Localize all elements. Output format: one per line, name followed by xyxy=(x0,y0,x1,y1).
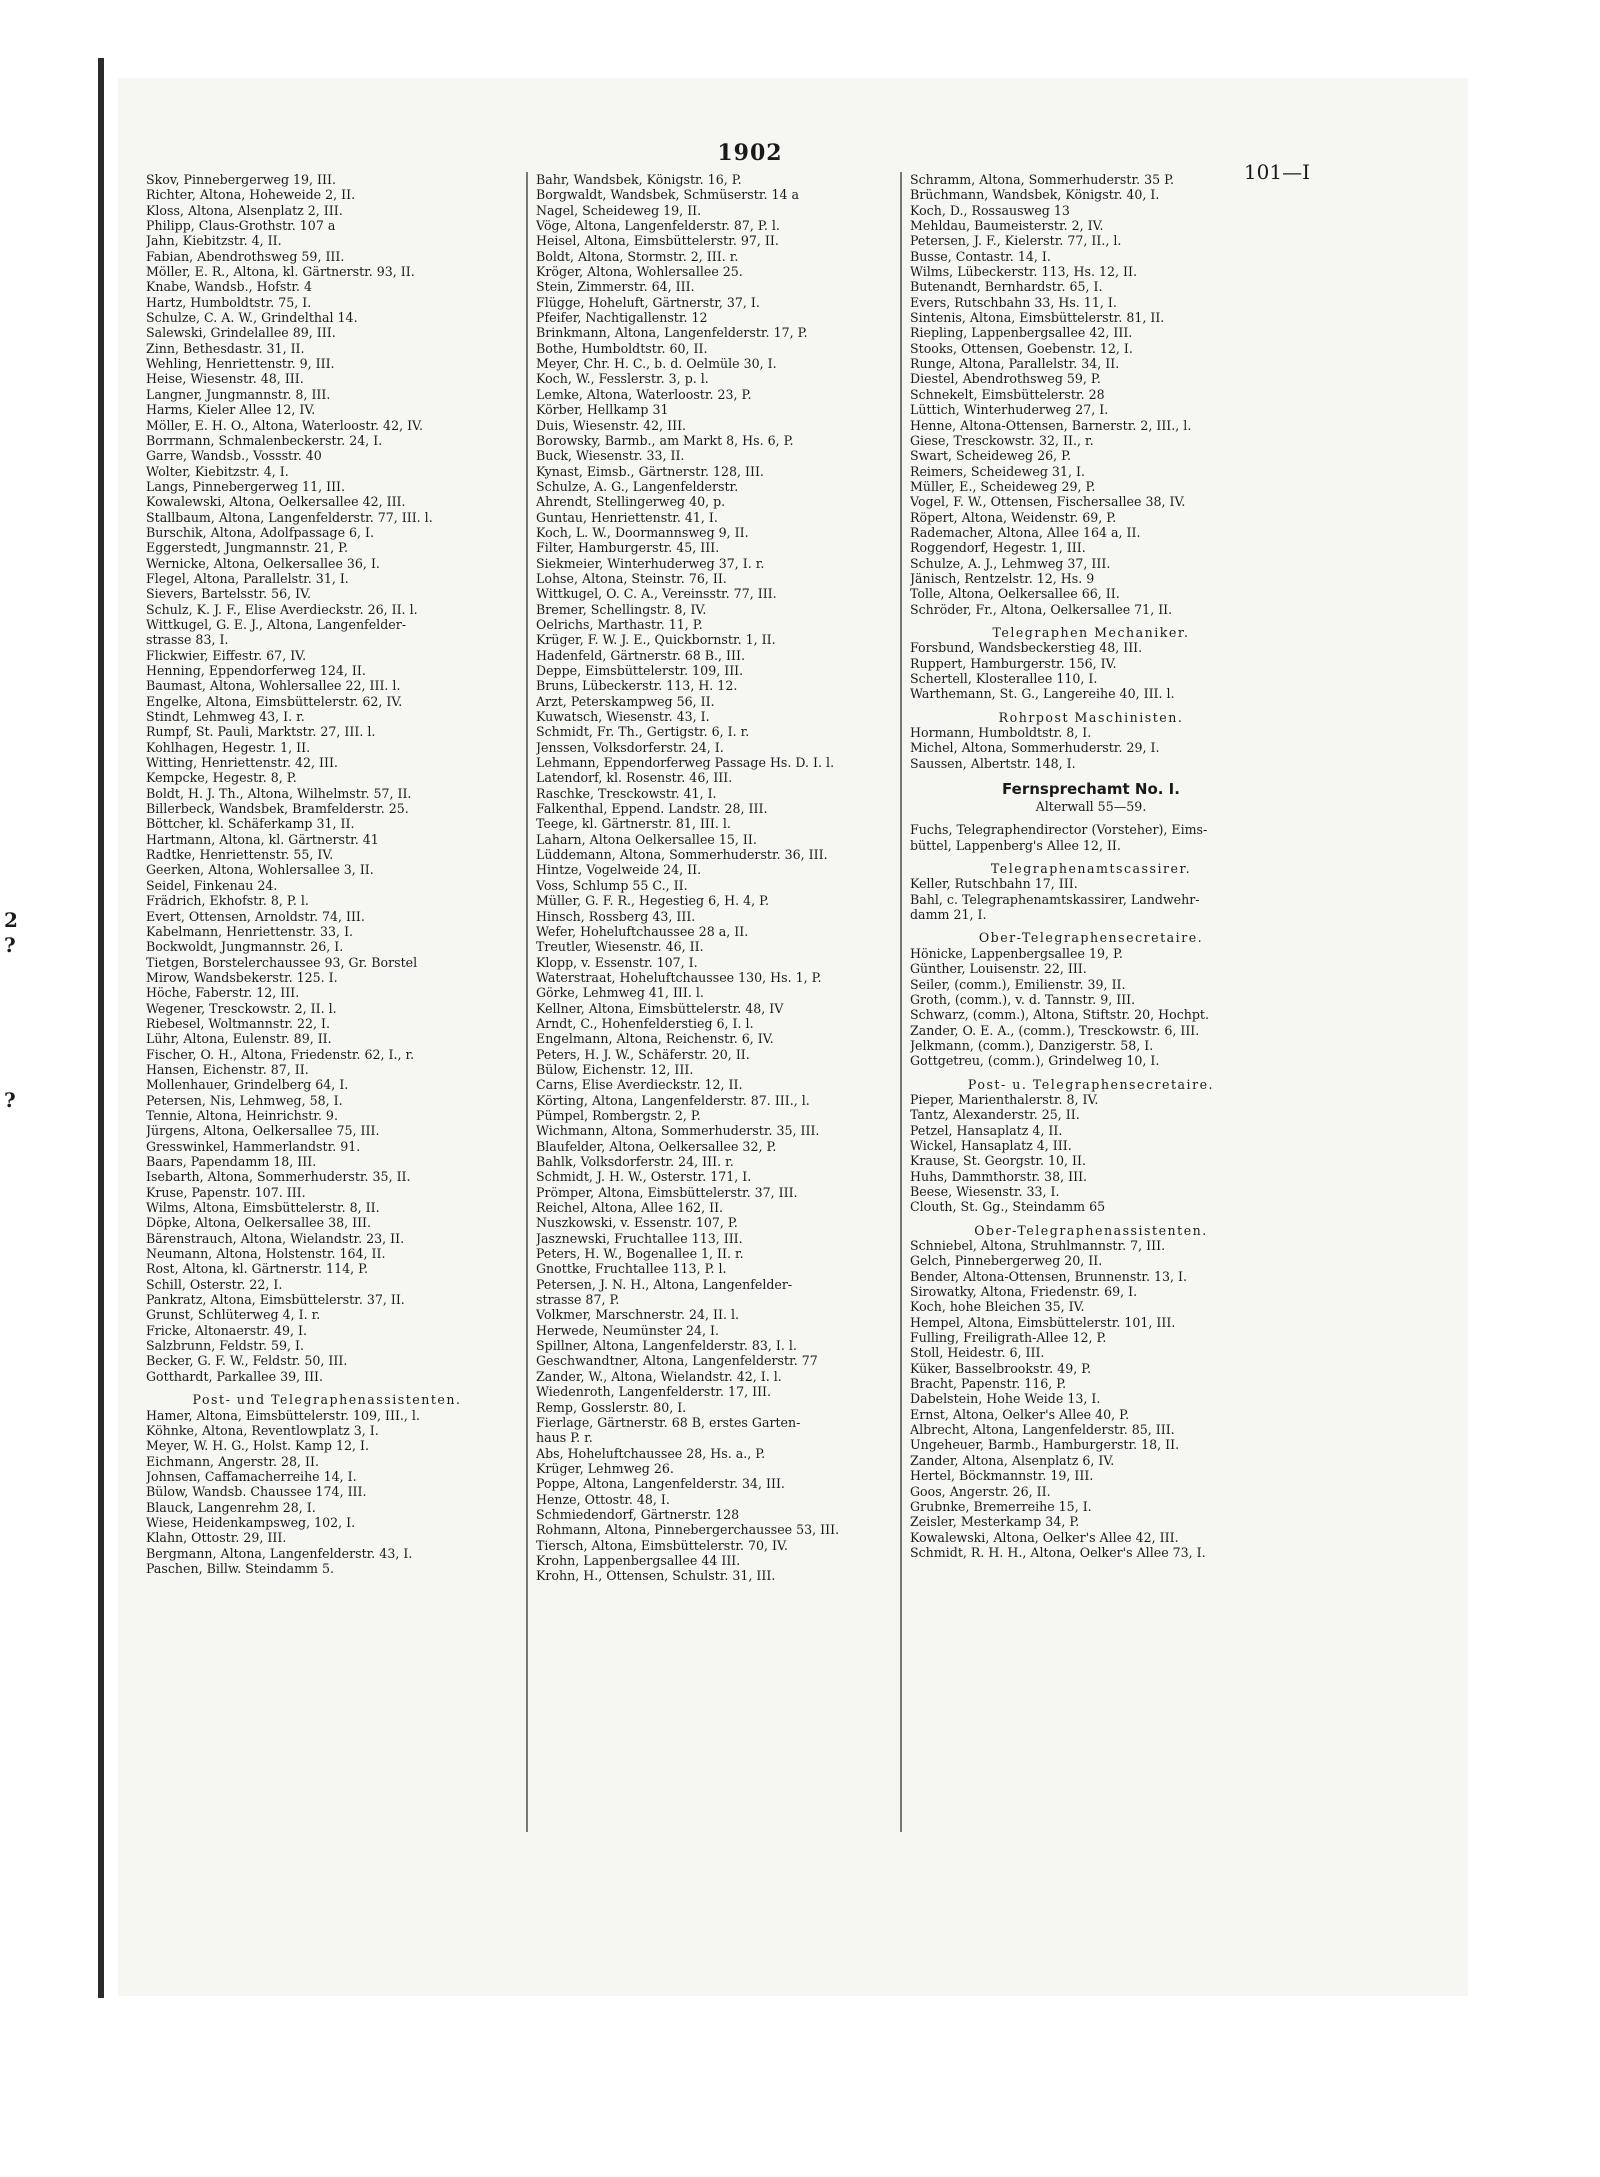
section-heading: Telegraphenamtscassirer. xyxy=(990,861,1192,877)
directory-entry: Schwarz, (comm.), Altona, Stiftstr. 20, Hochpt. xyxy=(910,1007,1209,1023)
directory-entry: Bruns, Lübeckerstr. 113, H. 12. xyxy=(536,678,738,694)
directory-entry: Hansen, Eichenstr. 87, II. xyxy=(146,1061,309,1077)
directory-entry: Schmidt, R. H. H., Altona, Oelker's Allee 73, I. xyxy=(910,1544,1206,1560)
directory-entry: Petersen, J. F., Kielerstr. 77, II., l. xyxy=(910,233,1122,249)
section-heading: Fernsprechamt No. I. xyxy=(1002,780,1180,799)
column-divider xyxy=(900,172,902,1832)
directory-entry: Pfeifer, Nachtigallenstr. 12 xyxy=(536,310,708,326)
directory-entry: Fuchs, Telegraphendirector (Vorsteher), Eims- xyxy=(910,822,1208,838)
directory-entry: Ruppert, Hamburgerstr. 156, IV. xyxy=(910,655,1117,671)
directory-entry: Wilms, Lübeckerstr. 113, Hs. 12, II. xyxy=(910,264,1137,280)
directory-entry: Fulling, Freiligrath-Allee 12, P. xyxy=(910,1330,1107,1346)
directory-entry: Hamer, Altona, Eimsbüttelerstr. 109, III., l. xyxy=(146,1407,420,1423)
directory-entry: damm 21, I. xyxy=(910,907,987,923)
directory-entry: Albrecht, Altona, Langenfelderstr. 85, III. xyxy=(910,1422,1175,1438)
directory-entry: Rumpf, St. Pauli, Marktstr. 27, III. l. xyxy=(146,724,376,740)
directory-entry: Poppe, Altona, Langenfelderstr. 34, III. xyxy=(536,1476,785,1492)
directory-entry: Langs, Pinnebergerweg 11, III. xyxy=(146,478,346,494)
directory-entry: Sintenis, Altona, Eimsbüttelerstr. 81, II. xyxy=(910,310,1165,326)
directory-entry: büttel, Lappenberg's Allee 12, II. xyxy=(910,837,1121,853)
directory-entry: Reimers, Scheideweg 31, I. xyxy=(910,463,1085,479)
margin-mark: 2 xyxy=(4,908,18,932)
directory-entry: Boldt, H. J. Th., Altona, Wilhelmstr. 57, II. xyxy=(146,785,412,801)
directory-entry: Klahn, Ottostr. 29, III. xyxy=(146,1530,287,1546)
directory-entry: Lehmann, Eppendorferweg Passage Hs. D. I. l. xyxy=(536,755,835,771)
directory-entry: Krohn, Lappenbergsallee 44 III. xyxy=(536,1552,741,1568)
directory-entry: Jahn, Kiebitzstr. 4, II. xyxy=(146,233,282,249)
directory-entry: Krüger, Lehmweg 26. xyxy=(536,1460,674,1476)
directory-entry: Höche, Faberstr. 12, III. xyxy=(146,985,300,1001)
directory-entry: Wehling, Henriettenstr. 9, III. xyxy=(146,356,335,372)
directory-entry: Guntau, Henriettenstr. 41, I. xyxy=(536,509,718,525)
directory-entry: Bärenstrauch, Altona, Wielandstr. 23, II. xyxy=(146,1230,405,1246)
previous-page-strip xyxy=(0,58,104,1998)
directory-entry: strasse 87, P. xyxy=(536,1292,620,1308)
directory-entry: Hertel, Böckmannstr. 19, III. xyxy=(910,1468,1094,1484)
directory-entry: Nagel, Scheideweg 19, II. xyxy=(536,202,702,218)
directory-entry: Zinn, Bethesdastr. 31, II. xyxy=(146,340,305,356)
directory-entry: Siekmeier, Winterhuderweg 37, I. r. xyxy=(536,555,765,571)
directory-entry: Nuszkowski, v. Essenstr. 107, P. xyxy=(536,1215,738,1231)
directory-entry: Henze, Ottostr. 48, I. xyxy=(536,1491,670,1507)
directory-entry: Remp, Gosslerstr. 80, I. xyxy=(536,1399,687,1415)
directory-entry: Boldt, Altona, Stormstr. 2, III. r. xyxy=(536,248,739,264)
directory-entry: Bracht, Papenstr. 116, P. xyxy=(910,1376,1067,1392)
directory-entry: Kabelmann, Henriettenstr. 33, I. xyxy=(146,923,354,939)
directory-entry: Filter, Hamburgerstr. 45, III. xyxy=(536,540,720,556)
directory-entry: Brüchmann, Wandsbek, Königstr. 40, I. xyxy=(910,187,1160,203)
section-spacer xyxy=(910,853,1272,861)
directory-entry: Eichmann, Angerstr. 28, II. xyxy=(146,1453,319,1469)
directory-entry: Schniebel, Altona, Struhlmannstr. 7, III. xyxy=(910,1238,1166,1253)
directory-entry: Körber, Hellkamp 31 xyxy=(536,402,669,418)
directory-entry: Mollenhauer, Grindelberg 64, I. xyxy=(146,1077,349,1093)
directory-entry: Hintze, Vogelweide 24, II. xyxy=(536,862,702,878)
directory-entry: Peters, H. W., Bogenallee 1, II. r. xyxy=(536,1246,744,1262)
directory-entry: Hartz, Humboldtstr. 75, I. xyxy=(146,294,312,310)
directory-entry: Prömper, Altona, Eimsbüttelerstr. 37, III. xyxy=(536,1184,798,1200)
directory-entry: Ernst, Altona, Oelker's Allee 40, P. xyxy=(910,1406,1130,1422)
directory-entry: Küker, Basselbrookstr. 49, P. xyxy=(910,1360,1092,1376)
section-spacer xyxy=(910,814,1272,822)
directory-entry: Jenssen, Volksdorferstr. 24, I. xyxy=(536,739,724,755)
directory-entry: Petersen, J. N. H., Altona, Langenfelder- xyxy=(536,1276,793,1292)
directory-entry: Wegener, Tresckowstr. 2, II. l. xyxy=(146,1000,337,1016)
directory-entry: Lühr, Altona, Eulenstr. 89, II. xyxy=(146,1031,332,1047)
directory-entry: Zander, Altona, Alsenplatz 6, IV. xyxy=(910,1452,1115,1468)
directory-entry: Isebarth, Altona, Sommerhuderstr. 35, II. xyxy=(146,1169,411,1185)
directory-entry: Arndt, C., Hohenfelderstieg 6, I. l. xyxy=(536,1015,754,1031)
page-number: 101—I xyxy=(1243,160,1310,184)
directory-entry: Schertell, Klosterallee 110, I. xyxy=(910,671,1098,686)
directory-entry: Fierlage, Gärtnerstr. 68 B, erstes Garten- xyxy=(536,1414,801,1430)
directory-entry: Radtke, Henriettenstr. 55, IV. xyxy=(146,847,334,863)
directory-entry: Salzbrunn, Feldstr. 59, I. xyxy=(146,1338,304,1354)
directory-entry: Blauck, Langenrehm 28, I. xyxy=(146,1499,316,1515)
directory-entry: Engelmann, Altona, Reichenstr. 6, IV. xyxy=(536,1031,774,1047)
directory-entry: Stooks, Ottensen, Goebenstr. 12, I. xyxy=(910,340,1133,356)
directory-entry: Köhnke, Altona, Reventlowplatz 3, I. xyxy=(146,1422,379,1438)
directory-entry: Fabian, Abendrothsweg 59, III. xyxy=(146,248,345,264)
directory-entry: Saussen, Albertstr. 148, I. xyxy=(910,755,1076,771)
directory-entry: Diestel, Abendrothsweg 59, P. xyxy=(910,371,1101,387)
directory-entry: Lohse, Altona, Steinstr. 76, II. xyxy=(536,570,727,586)
section-spacer xyxy=(910,1215,1272,1223)
directory-entry: Kowalewski, Altona, Oelker's Allee 42, III. xyxy=(910,1529,1179,1545)
directory-entry: Gresswinkel, Hammerlandstr. 91. xyxy=(146,1138,361,1154)
directory-entry: Geschwandtner, Altona, Langenfelderstr. 77 xyxy=(536,1353,818,1369)
directory-entry: Eggerstedt, Jungmannstr. 21, P. xyxy=(146,540,349,556)
directory-entry: Rost, Altona, kl. Gärtnerstr. 114, P. xyxy=(146,1261,369,1277)
directory-entry: Stein, Zimmerstr. 64, III. xyxy=(536,279,695,295)
directory-entry: Skov, Pinnebergerweg 19, III. xyxy=(146,172,336,187)
directory-entry: Tiersch, Altona, Eimsbüttelerstr. 70, IV. xyxy=(536,1537,788,1553)
directory-entry: Schulze, C. A. W., Grindelthal 14. xyxy=(146,310,358,326)
directory-entry: Burschik, Altona, Adolfpassage 6, I. xyxy=(146,524,375,540)
directory-entry: Mirow, Wandsbekerstr. 125. I. xyxy=(146,969,338,985)
directory-entry: Sievers, Bartelsstr. 56, IV. xyxy=(146,586,312,602)
directory-entry: Petersen, Nis, Lehmweg, 58, I. xyxy=(146,1092,343,1108)
directory-entry: Vogel, F. W., Ottensen, Fischersallee 38, IV. xyxy=(910,494,1186,510)
directory-entry: Müller, G. F. R., Hegestieg 6, H. 4, P. xyxy=(536,893,770,909)
directory-entry: Stoll, Heidestr. 6, III. xyxy=(910,1345,1045,1361)
directory-entry: Kowalewski, Altona, Oelkersallee 42, III. xyxy=(146,494,406,510)
directory-entry: Giese, Tresckowstr. 32, II., r. xyxy=(910,432,1094,448)
directory-entry: Tennie, Altona, Heinrichstr. 9. xyxy=(146,1107,338,1123)
directory-entry: Meyer, W. H. G., Holst. Kamp 12, I. xyxy=(146,1438,369,1454)
directory-entry: Körting, Altona, Langenfelderstr. 87. III., l. xyxy=(536,1092,810,1108)
directory-entry: Borowsky, Barmb., am Markt 8, Hs. 6, P. xyxy=(536,432,794,448)
directory-entry: Jänisch, Rentzelstr. 12, Hs. 9 xyxy=(910,570,1095,586)
directory-entry: Tolle, Altona, Oelkersallee 66, II. xyxy=(910,586,1120,602)
directory-entry: Evert, Ottensen, Arnoldstr. 74, III. xyxy=(146,908,365,924)
directory-entry: Pümpel, Rombergstr. 2, P. xyxy=(536,1107,701,1123)
margin-mark: ? xyxy=(4,1088,16,1112)
directory-entry: Garre, Wandsb., Vossstr. 40 xyxy=(146,448,322,464)
directory-entry: Seiler, (comm.), Emilienstr. 39, II. xyxy=(910,976,1126,992)
directory-column-2 xyxy=(536,172,898,1584)
directory-entry: Michel, Altona, Sommerhuderstr. 29, I. xyxy=(910,740,1160,756)
directory-entry: Herwede, Neumünster 24, I. xyxy=(536,1322,719,1338)
directory-entry: Kloss, Altona, Alsenplatz 2, III. xyxy=(146,202,343,218)
directory-entry: Engelke, Altona, Eimsbüttelerstr. 62, IV. xyxy=(146,693,403,709)
directory-entry: Richter, Altona, Hoheweide 2, II. xyxy=(146,187,356,203)
directory-entry: Frädrich, Ekhofstr. 8, P. l. xyxy=(146,893,309,909)
directory-entry: Riebesel, Woltmannstr. 22, I. xyxy=(146,1015,331,1031)
directory-entry: Krause, St. Georgstr. 10, II. xyxy=(910,1153,1086,1169)
directory-entry: Pankratz, Altona, Eimsbüttelerstr. 37, II. xyxy=(146,1292,405,1308)
directory-entry: Evers, Rutschbahn 33, Hs. 11, I. xyxy=(910,294,1117,310)
directory-entry: Knabe, Wandsb., Hofstr. 4 xyxy=(146,279,313,295)
directory-entry: Schulze, A. J., Lehmweg 37, III. xyxy=(910,555,1111,571)
margin-mark: ? xyxy=(4,933,16,957)
directory-entry: Schramm, Altona, Sommerhuderstr. 35 P. xyxy=(910,172,1175,187)
directory-entry: Jasznewski, Fruchtallee 113, III. xyxy=(536,1230,743,1246)
directory-entry: Meyer, Chr. H. C., b. d. Oelmüle 30, I. xyxy=(536,356,777,372)
directory-entry: Bender, Altona-Ottensen, Brunnenstr. 13, I. xyxy=(910,1268,1188,1284)
directory-entry: Henne, Altona-Ottensen, Barnerstr. 2, III., l. xyxy=(910,417,1192,433)
directory-entry: Becker, G. F. W., Feldstr. 50, III. xyxy=(146,1353,348,1369)
directory-entry: Baumast, Altona, Wohlersallee 22, III. l. xyxy=(146,678,401,694)
directory-entry: Lüddemann, Altona, Sommerhuderstr. 36, III. xyxy=(536,847,828,863)
directory-entry: Rohmann, Altona, Pinnebergerchaussee 53, III. xyxy=(536,1522,840,1538)
directory-entry: Forsbund, Wandsbeckerstieg 48, III. xyxy=(910,640,1143,656)
directory-entry: Neumann, Altona, Holstenstr. 164, II. xyxy=(146,1246,386,1262)
directory-entry: Schill, Osterstr. 22, I. xyxy=(146,1276,283,1292)
directory-entry: Bülow, Eichenstr. 12, III. xyxy=(536,1061,694,1077)
directory-entry: Johnsen, Caffamacherreihe 14, I. xyxy=(146,1468,357,1484)
directory-entry: Bahlk, Volksdorferstr. 24, III. r. xyxy=(536,1154,734,1169)
directory-entry: Stindt, Lehmweg 43, I. r. xyxy=(146,709,305,725)
directory-entry: Wiedenroth, Langenfelderstr. 17, III. xyxy=(536,1384,772,1400)
directory-entry: Kröger, Altona, Wohlersallee 25. xyxy=(536,264,743,280)
directory-entry: Peters, H. J. W., Schäferstr. 20, II. xyxy=(536,1046,750,1062)
directory-entry: Flegel, Altona, Parallelstr. 31, I. xyxy=(146,570,349,586)
section-spacer xyxy=(910,702,1272,710)
directory-entry: Bremer, Schellingstr. 8, IV. xyxy=(536,601,707,617)
directory-entry: Butenandt, Bernhardstr. 65, I. xyxy=(910,279,1103,295)
directory-entry: Fricke, Altonaerstr. 49, I. xyxy=(146,1322,307,1338)
directory-entry: Duis, Wiesenstr. 42, III. xyxy=(536,417,687,433)
directory-entry: Borrmann, Schmalenbeckerstr. 24, I. xyxy=(146,432,383,448)
directory-entry: Raschke, Tresckowstr. 41, I. xyxy=(536,785,717,801)
directory-entry: Gnottke, Fruchtallee 113, P. l. xyxy=(536,1261,727,1277)
directory-entry: Abs, Hoheluftchaussee 28, Hs. a., P. xyxy=(536,1445,766,1461)
directory-entry: Hinsch, Rossberg 43, III. xyxy=(536,908,696,924)
directory-entry: Böttcher, kl. Schäferkamp 31, II. xyxy=(146,816,355,832)
directory-entry: Bockwoldt, Jungmannstr. 26, I. xyxy=(146,939,344,955)
directory-entry: Kuwatsch, Wiesenstr. 43, I. xyxy=(536,709,710,725)
directory-entry: Warthemann, St. G., Langereihe 40, III. l. xyxy=(910,686,1175,702)
directory-entry: Döpke, Altona, Oelkersallee 38, III. xyxy=(146,1215,372,1231)
directory-entry: Kohlhagen, Hegestr. 1, II. xyxy=(146,739,311,755)
directory-entry: Heise, Wiesenstr. 48, III. xyxy=(146,371,304,387)
section-spacer xyxy=(910,617,1272,625)
directory-entry: Grunst, Schlüterweg 4, I. r. xyxy=(146,1307,321,1323)
directory-entry: Jelkmann, (comm.), Danzigerstr. 58, I. xyxy=(910,1037,1154,1053)
directory-entry: Hönicke, Lappenbergsallee 19, P. xyxy=(910,945,1123,961)
directory-entry: Ahrendt, Stellingerweg 40, p. xyxy=(536,494,726,510)
directory-entry: Borgwaldt, Wandsbek, Schmüserstr. 14 a xyxy=(536,187,799,203)
directory-entry: Lüttich, Winterhuderweg 27, I. xyxy=(910,402,1109,418)
directory-entry: Henning, Eppendorferweg 124, II. xyxy=(146,663,366,678)
directory-entry: Flügge, Hoheluft, Gärtnerstr, 37, I. xyxy=(536,294,760,310)
directory-entry: Groth, (comm.), v. d. Tannstr. 9, III. xyxy=(910,991,1136,1007)
section-heading: Ober-Telegraphensecretaire. xyxy=(978,930,1204,946)
directory-entry: Wittkugel, O. C. A., Vereinsstr. 77, III. xyxy=(536,586,777,602)
section-spacer xyxy=(910,1069,1272,1077)
directory-entry: Heisel, Altona, Eimsbüttelerstr. 97, II. xyxy=(536,233,779,249)
directory-entry: Hempel, Altona, Eimsbüttelerstr. 101, III. xyxy=(910,1314,1176,1330)
directory-column-1 xyxy=(146,172,508,1576)
directory-entry: Latendorf, kl. Rosenstr. 46, III. xyxy=(536,770,733,786)
section-spacer xyxy=(910,922,1272,930)
directory-entry: Zander, W., Altona, Wielandstr. 42, I. l. xyxy=(536,1368,782,1384)
directory-entry: Zeisler, Mesterkamp 34, P. xyxy=(910,1514,1080,1530)
directory-entry: Görke, Lehmweg 41, III. l. xyxy=(536,985,704,1001)
directory-entry: Keller, Rutschbahn 17, III. xyxy=(910,876,1078,892)
directory-entry: Gelch, Pinnebergerweg 20, II. xyxy=(910,1253,1103,1269)
directory-entry: Schröder, Fr., Altona, Oelkersallee 71, II. xyxy=(910,601,1173,617)
directory-entry: Harms, Kieler Allee 12, IV. xyxy=(146,402,316,418)
directory-entry: Schnekelt, Eimsbüttelerstr. 28 xyxy=(910,386,1105,402)
section-heading: Post- und Telegraphenassistenten. xyxy=(192,1392,462,1408)
directory-entry: Paschen, Billw. Steindamm 5. xyxy=(146,1560,334,1576)
directory-entry: Koch, W., Fesslerstr. 3, p. l. xyxy=(536,371,709,387)
directory-entry: Tantz, Alexanderstr. 25, II. xyxy=(910,1107,1080,1123)
directory-entry: Brinkmann, Altona, Langenfelderstr. 17, P. xyxy=(536,325,808,341)
directory-entry: Wilms, Altona, Eimsbüttelerstr. 8, II. xyxy=(146,1200,380,1216)
directory-entry: Ungeheuer, Barmb., Hamburgerstr. 18, II. xyxy=(910,1437,1180,1453)
directory-entry: Wolter, Kiebitzstr. 4, I. xyxy=(146,463,289,479)
directory-entry: Treutler, Wiesenstr. 46, II. xyxy=(536,939,704,955)
directory-entry: Koch, hohe Bleichen 35, IV. xyxy=(910,1299,1085,1315)
directory-entry: Blaufelder, Altona, Oelkersallee 32, P. xyxy=(536,1138,777,1154)
section-address: Alterwall 55—59. xyxy=(1035,799,1147,815)
directory-entry: Wickel, Hansaplatz 4, III. xyxy=(910,1137,1072,1153)
directory-entry: Huhs, Dammthorstr. 38, III. xyxy=(910,1168,1088,1184)
directory-entry: Mehldau, Baumeisterstr. 2, IV. xyxy=(910,218,1104,234)
directory-entry: Vöge, Altona, Langenfelderstr. 87, P. l. xyxy=(536,218,780,234)
directory-entry: Jürgens, Altona, Oelkersallee 75, III. xyxy=(146,1123,380,1139)
directory-entry: Witting, Henriettenstr. 42, III. xyxy=(146,755,338,771)
directory-entry: Möller, E. H. O., Altona, Waterloostr. 42, IV. xyxy=(146,417,423,433)
directory-entry: Oelrichs, Marthastr. 11, P. xyxy=(536,616,703,632)
directory-entry: Wichmann, Altona, Sommerhuderstr. 35, III. xyxy=(536,1123,820,1139)
directory-entry: Lemke, Altona, Waterloostr. 23, P. xyxy=(536,386,752,402)
directory-entry: Bergmann, Altona, Langenfelderstr. 43, I. xyxy=(146,1545,413,1561)
directory-entry: Hadenfeld, Gärtnerstr. 68 B., III. xyxy=(536,647,745,663)
directory-entry: Bothe, Humboldtstr. 60, II. xyxy=(536,340,708,356)
directory-entry: haus P. r. xyxy=(536,1430,593,1446)
directory-entry: Krüger, F. W. J. E., Quickbornstr. 1, II. xyxy=(536,632,776,648)
directory-entry: Riepling, Lappenbergsallee 42, III. xyxy=(910,325,1133,341)
directory-entry: Busse, Contastr. 14, I. xyxy=(910,248,1051,264)
directory-entry: Arzt, Peterskampweg 56, II. xyxy=(536,693,715,709)
directory-entry: Waterstraat, Hoheluftchaussee 130, Hs. 1, P. xyxy=(536,969,822,985)
directory-entry: Gotthardt, Parkallee 39, III. xyxy=(146,1368,324,1384)
directory-entry: Teege, kl. Gärtnerstr. 81, III. l. xyxy=(536,816,731,832)
directory-entry: Klopp, v. Essenstr. 107, I. xyxy=(536,954,698,970)
directory-entry: Krohn, H., Ottensen, Schulstr. 31, III. xyxy=(536,1568,776,1584)
directory-entry: Röpert, Altona, Weidenstr. 69, P. xyxy=(910,509,1117,525)
directory-entry: Bahl, c. Telegraphenamtskassirer, Landwehr- xyxy=(910,891,1200,907)
directory-column-3 xyxy=(910,172,1272,1560)
directory-entry: Wernicke, Altona, Oelkersallee 36, I. xyxy=(146,555,380,571)
directory-entry: Schulz, K. J. F., Elise Averdieckstr. 26, II. l. xyxy=(146,601,418,617)
directory-entry: Hormann, Humboldtstr. 8, I. xyxy=(910,725,1092,741)
directory-entry: Bahr, Wandsbek, Königstr. 16, P. xyxy=(536,172,742,187)
directory-entry: Runge, Altona, Parallelstr. 34, II. xyxy=(910,356,1120,372)
directory-entry: Deppe, Eimsbüttelerstr. 109, III. xyxy=(536,663,744,678)
directory-entry: Bülow, Wandsb. Chaussee 174, III. xyxy=(146,1484,367,1500)
directory-entry: Spillner, Altona, Langenfelderstr. 83, I. l. xyxy=(536,1338,797,1354)
directory-entry: Günther, Louisenstr. 22, III. xyxy=(910,961,1087,977)
directory-entry: Laharn, Altona Oelkersallee 15, II. xyxy=(536,831,757,847)
directory-entry: Goos, Angerstr. 26, II. xyxy=(910,1483,1051,1499)
directory-entry: Schmiedendorf, Gärtnerstr. 128 xyxy=(536,1506,740,1522)
directory-entry: Volkmer, Marschnerstr. 24, II. l. xyxy=(536,1307,740,1323)
directory-entry: Kellner, Altona, Eimsbüttelerstr. 48, IV xyxy=(536,1000,784,1016)
directory-entry: Beese, Wiesenstr. 33, I. xyxy=(910,1183,1060,1199)
directory-entry: Rademacher, Altona, Allee 164 a, II. xyxy=(910,524,1141,540)
directory-entry: Langner, Jungmannstr. 8, III. xyxy=(146,386,331,402)
directory-entry: Wittkugel, G. E. J., Altona, Langenfelder- xyxy=(146,616,406,632)
directory-entry: Pieper, Marienthalerstr. 8, IV. xyxy=(910,1091,1099,1107)
directory-entry: Wefer, Hoheluftchaussee 28 a, II. xyxy=(536,923,749,939)
directory-entry: Schmidt, J. H. W., Osterstr. 171, I. xyxy=(536,1169,752,1185)
directory-entry: Hartmann, Altona, kl. Gärtnerstr. 41 xyxy=(146,831,379,847)
directory-entry: Schulze, A. G., Langenfelderstr. xyxy=(536,478,739,494)
directory-entry: Möller, E. R., Altona, kl. Gärtnerstr. 93, II. xyxy=(146,264,415,280)
directory-entry: Salewski, Grindelallee 89, III. xyxy=(146,325,336,341)
directory-entry: Philipp, Claus-Grothstr. 107 a xyxy=(146,218,336,234)
section-spacer xyxy=(910,771,1272,779)
column-divider xyxy=(526,172,528,1832)
directory-entry: Fischer, O. H., Altona, Friedenstr. 62, I., r. xyxy=(146,1046,415,1062)
section-heading: Rohrpost Maschinisten. xyxy=(998,709,1184,725)
section-spacer xyxy=(146,1384,508,1392)
section-heading: Ober-Telegraphenassistenten. xyxy=(974,1222,1208,1238)
directory-entry: Carns, Elise Averdieckstr. 12, II. xyxy=(536,1077,743,1093)
directory-entry: strasse 83, I. xyxy=(146,632,229,648)
section-heading: Telegraphen Mechaniker. xyxy=(992,624,1190,640)
directory-entry: Flickwier, Eiffestr. 67, IV. xyxy=(146,647,307,663)
directory-entry: Stallbaum, Altona, Langenfelderstr. 77, III. l. xyxy=(146,509,433,525)
directory-entry: Buck, Wiesenstr. 33, II. xyxy=(536,448,685,464)
directory-entry: Seidel, Finkenau 24. xyxy=(146,877,278,893)
directory-entry: Tietgen, Borstelerchaussee 93, Gr. Borstel xyxy=(146,954,418,970)
directory-entry: Wiese, Heidenkampsweg, 102, I. xyxy=(146,1514,356,1530)
directory-entry: Falkenthal, Eppend. Landstr. 28, III. xyxy=(536,801,768,817)
directory-entry: Kempcke, Hegestr. 8, P. xyxy=(146,770,297,786)
page-year: 1902 xyxy=(717,140,783,166)
directory-entry: Schmidt, Fr. Th., Gertigstr. 6, I. r. xyxy=(536,724,750,740)
directory-entry: Baars, Papendamm 18, III. xyxy=(146,1154,317,1169)
directory-entry: Koch, L. W., Doormannsweg 9, II. xyxy=(536,524,749,540)
section-heading: Post- u. Telegraphensecretaire. xyxy=(967,1076,1215,1092)
directory-entry: Kynast, Eimsb., Gärtnerstr. 128, III. xyxy=(536,463,764,479)
directory-entry: Dabelstein, Hohe Weide 13, I. xyxy=(910,1391,1101,1407)
directory-entry: Müller, E., Scheideweg 29, P. xyxy=(910,478,1096,494)
directory-entry: Swart, Scheideweg 26, P. xyxy=(910,448,1072,464)
directory-entry: Grubnke, Bremerreihe 15, I. xyxy=(910,1498,1092,1514)
directory-entry: Voss, Schlump 55 C., II. xyxy=(536,877,688,893)
directory-entry: Petzel, Hansaplatz 4, II. xyxy=(910,1122,1063,1138)
directory-entry: Koch, D., Rossausweg 13 xyxy=(910,202,1070,218)
directory-entry: Clouth, St. Gg., Steindamm 65 xyxy=(910,1199,1106,1215)
directory-entry: Sirowatky, Altona, Friedenstr. 69, I. xyxy=(910,1284,1138,1300)
directory-entry: Geerken, Altona, Wohlersallee 3, II. xyxy=(146,862,374,878)
directory-entry: Roggendorf, Hegestr. 1, III. xyxy=(910,540,1086,556)
directory-entry: Kruse, Papenstr. 107. III. xyxy=(146,1184,306,1200)
directory-entry: Reichel, Altona, Allee 162, II. xyxy=(536,1200,724,1216)
directory-entry: Zander, O. E. A., (comm.), Tresckowstr. 6, III. xyxy=(910,1022,1200,1038)
directory-entry: Billerbeck, Wandsbek, Bramfelderstr. 25. xyxy=(146,801,409,817)
directory-entry: Gottgetreu, (comm.), Grindelweg 10, I. xyxy=(910,1053,1160,1069)
